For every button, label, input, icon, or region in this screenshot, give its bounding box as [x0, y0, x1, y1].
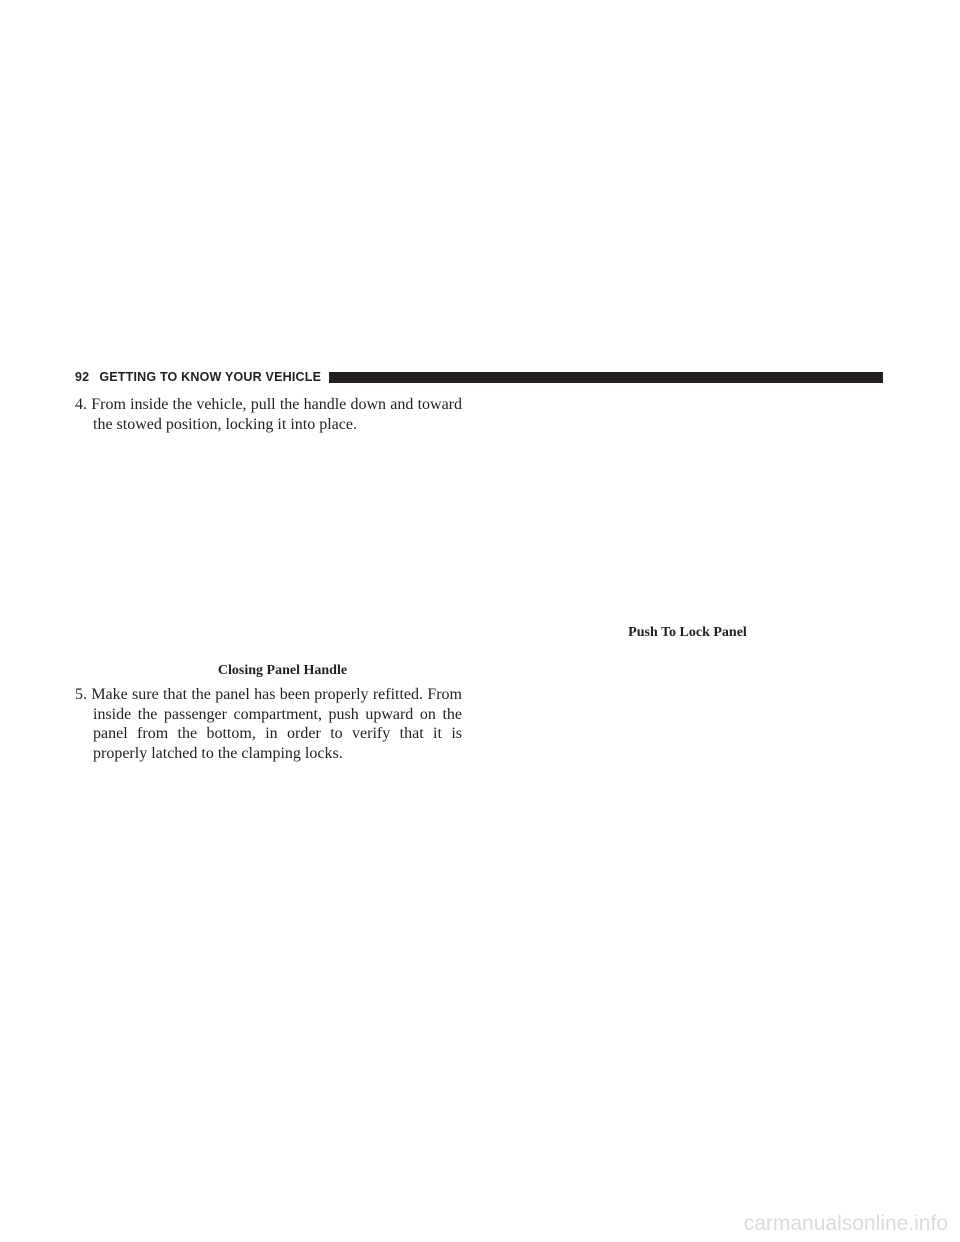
section-title: GETTING TO KNOW YOUR VEHICLE [99, 370, 322, 384]
closing-panel-handle-figure [75, 440, 465, 655]
page-number: 92 [75, 370, 90, 384]
push-to-lock-panel-caption: Push To Lock Panel [628, 625, 747, 640]
step-4-text: 4. From inside the vehicle, pull the handle down and toward the stowed position, locking it into place. [75, 396, 462, 433]
watermark: carmanualsonline.info [743, 1212, 948, 1235]
page-header [75, 369, 883, 385]
header-rule [329, 372, 883, 383]
step-5-paragraph [75, 685, 462, 763]
step-4-paragraph [75, 395, 462, 434]
push-to-lock-panel-figure [497, 395, 883, 617]
step-5-text: 5. Make sure that the panel has been properly refitted. From inside the passenger compartment, push upward on the panel from the bottom, in order to verify that it is properly latched to the clamping locks. [75, 686, 462, 762]
closing-panel-handle-caption: Closing Panel Handle [217, 663, 348, 678]
